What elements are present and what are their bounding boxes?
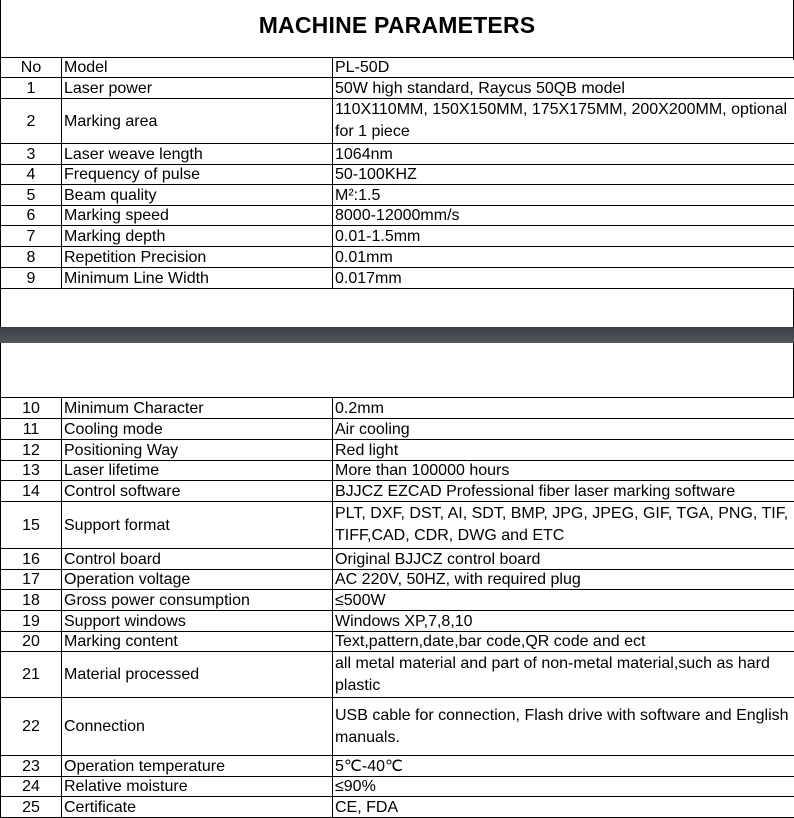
row-param: Cooling mode [62,419,333,440]
table-row [1,419,794,440]
row-param: Operation temperature [62,756,333,777]
page-divider-bar [0,327,794,343]
row-value: all metal material and part of non-metal material,such as hard plastic [333,652,794,698]
row-no: 22 [1,698,62,756]
row-param: Positioning Way [62,440,333,461]
row-no: 5 [1,185,62,206]
table-row [1,440,794,461]
row-param: Frequency of pulse [62,165,333,185]
table-row [1,226,794,247]
row-param: Laser power [62,78,333,99]
row-value: ≤500W [333,590,794,611]
row-value: 50-100KHZ [333,165,794,185]
table-row [1,698,794,756]
table-row [1,268,794,289]
row-no: 12 [1,440,62,461]
row-value: 0.017mm [333,268,794,289]
row-no: 16 [1,549,62,570]
row-value: CE, FDA [333,797,794,818]
row-param: Minimum Character [62,398,333,419]
table-row [1,165,794,185]
row-param: Support format [62,502,333,549]
row-no: 23 [1,756,62,777]
table-row [1,502,794,549]
row-param: Laser lifetime [62,461,333,481]
row-value: 1064nm [333,144,794,165]
table-row [1,99,794,144]
frame-gap-top [0,288,794,327]
row-value: AC 220V, 50HZ, with required plug [333,570,794,590]
row-param: Laser weave length [62,144,333,165]
row-value: 0.01mm [333,247,794,268]
table-row [1,247,794,268]
row-value: 8000-12000mm/s [333,206,794,226]
row-no: 10 [1,398,62,419]
row-value: 0.2mm [333,398,794,419]
row-no: 11 [1,419,62,440]
row-param: Minimum Line Width [62,268,333,289]
table-row [1,590,794,611]
row-value: 50W high standard, Raycus 50QB model [333,78,794,99]
row-no: 8 [1,247,62,268]
row-param: Marking speed [62,206,333,226]
row-no: 6 [1,206,62,226]
row-value: 0.01-1.5mm [333,226,794,247]
row-value: More than 100000 hours [333,461,794,481]
table-row [1,632,794,652]
table-row [1,481,794,502]
frame-gap-bottom [0,343,794,397]
row-param: Control software [62,481,333,502]
row-param: Marking depth [62,226,333,247]
row-value: Text,pattern,date,bar code,QR code and ect [333,632,794,652]
row-param: Marking area [62,99,333,144]
table-row [1,461,794,481]
row-no: 9 [1,268,62,289]
row-no: 7 [1,226,62,247]
row-param: Connection [62,698,333,756]
row-param: Beam quality [62,185,333,206]
row-value: PLT, DXF, DST, AI, SDT, BMP, JPG, JPEG, GIF, TGA, PNG, TIF, TIFF,CAD, CDR, DWG and ETC [333,502,794,549]
row-no: 14 [1,481,62,502]
row-no: 17 [1,570,62,590]
row-value: Red light [333,440,794,461]
row-param: Operation voltage [62,570,333,590]
row-param: Relative moisture [62,777,333,797]
row-value: Original BJJCZ control board [333,549,794,570]
row-no: 21 [1,652,62,698]
row-value: USB cable for connection, Flash drive with software and English manuals. [333,698,794,756]
row-param: Marking content [62,632,333,652]
row-no: 4 [1,165,62,185]
row-param: Control board [62,549,333,570]
row-no: 13 [1,461,62,481]
table-row [1,777,794,797]
table-row [1,549,794,570]
row-param: Certificate [62,797,333,818]
parameters-table-part1 [0,57,794,289]
table-row [1,652,794,698]
row-no: 2 [1,99,62,144]
row-no: 19 [1,611,62,632]
table-row [1,570,794,590]
row-no: 24 [1,777,62,797]
table-row [1,206,794,226]
table-row [1,611,794,632]
header-value: PL-50D [333,58,794,78]
row-value: 5℃-40℃ [333,756,794,777]
table-row [1,185,794,206]
row-param: Support windows [62,611,333,632]
row-value: BJJCZ EZCAD Professional fiber laser marking software [333,481,794,502]
row-no: 3 [1,144,62,165]
table-row [1,144,794,165]
row-param: Gross power consumption [62,590,333,611]
row-value: 110X110MM, 150X150MM, 175X175MM, 200X200MM, optional for 1 piece [333,99,794,144]
header-no: No [1,58,62,78]
header-param: Model [62,58,333,78]
table-header-row [1,58,794,78]
row-param: Material processed [62,652,333,698]
table-row [1,398,794,419]
parameters-table-part2 [0,397,794,818]
table-row [1,756,794,777]
row-param: Repetition Precision [62,247,333,268]
row-no: 15 [1,502,62,549]
table-row [1,797,794,818]
page-title: MACHINE PARAMETERS [0,12,794,39]
row-no: 20 [1,632,62,652]
row-value: M²:1.5 [333,185,794,206]
row-no: 1 [1,78,62,99]
row-value: Windows XP,7,8,10 [333,611,794,632]
table-row [1,78,794,99]
row-no: 25 [1,797,62,818]
row-value: ≤90% [333,777,794,797]
row-no: 18 [1,590,62,611]
row-value: Air cooling [333,419,794,440]
